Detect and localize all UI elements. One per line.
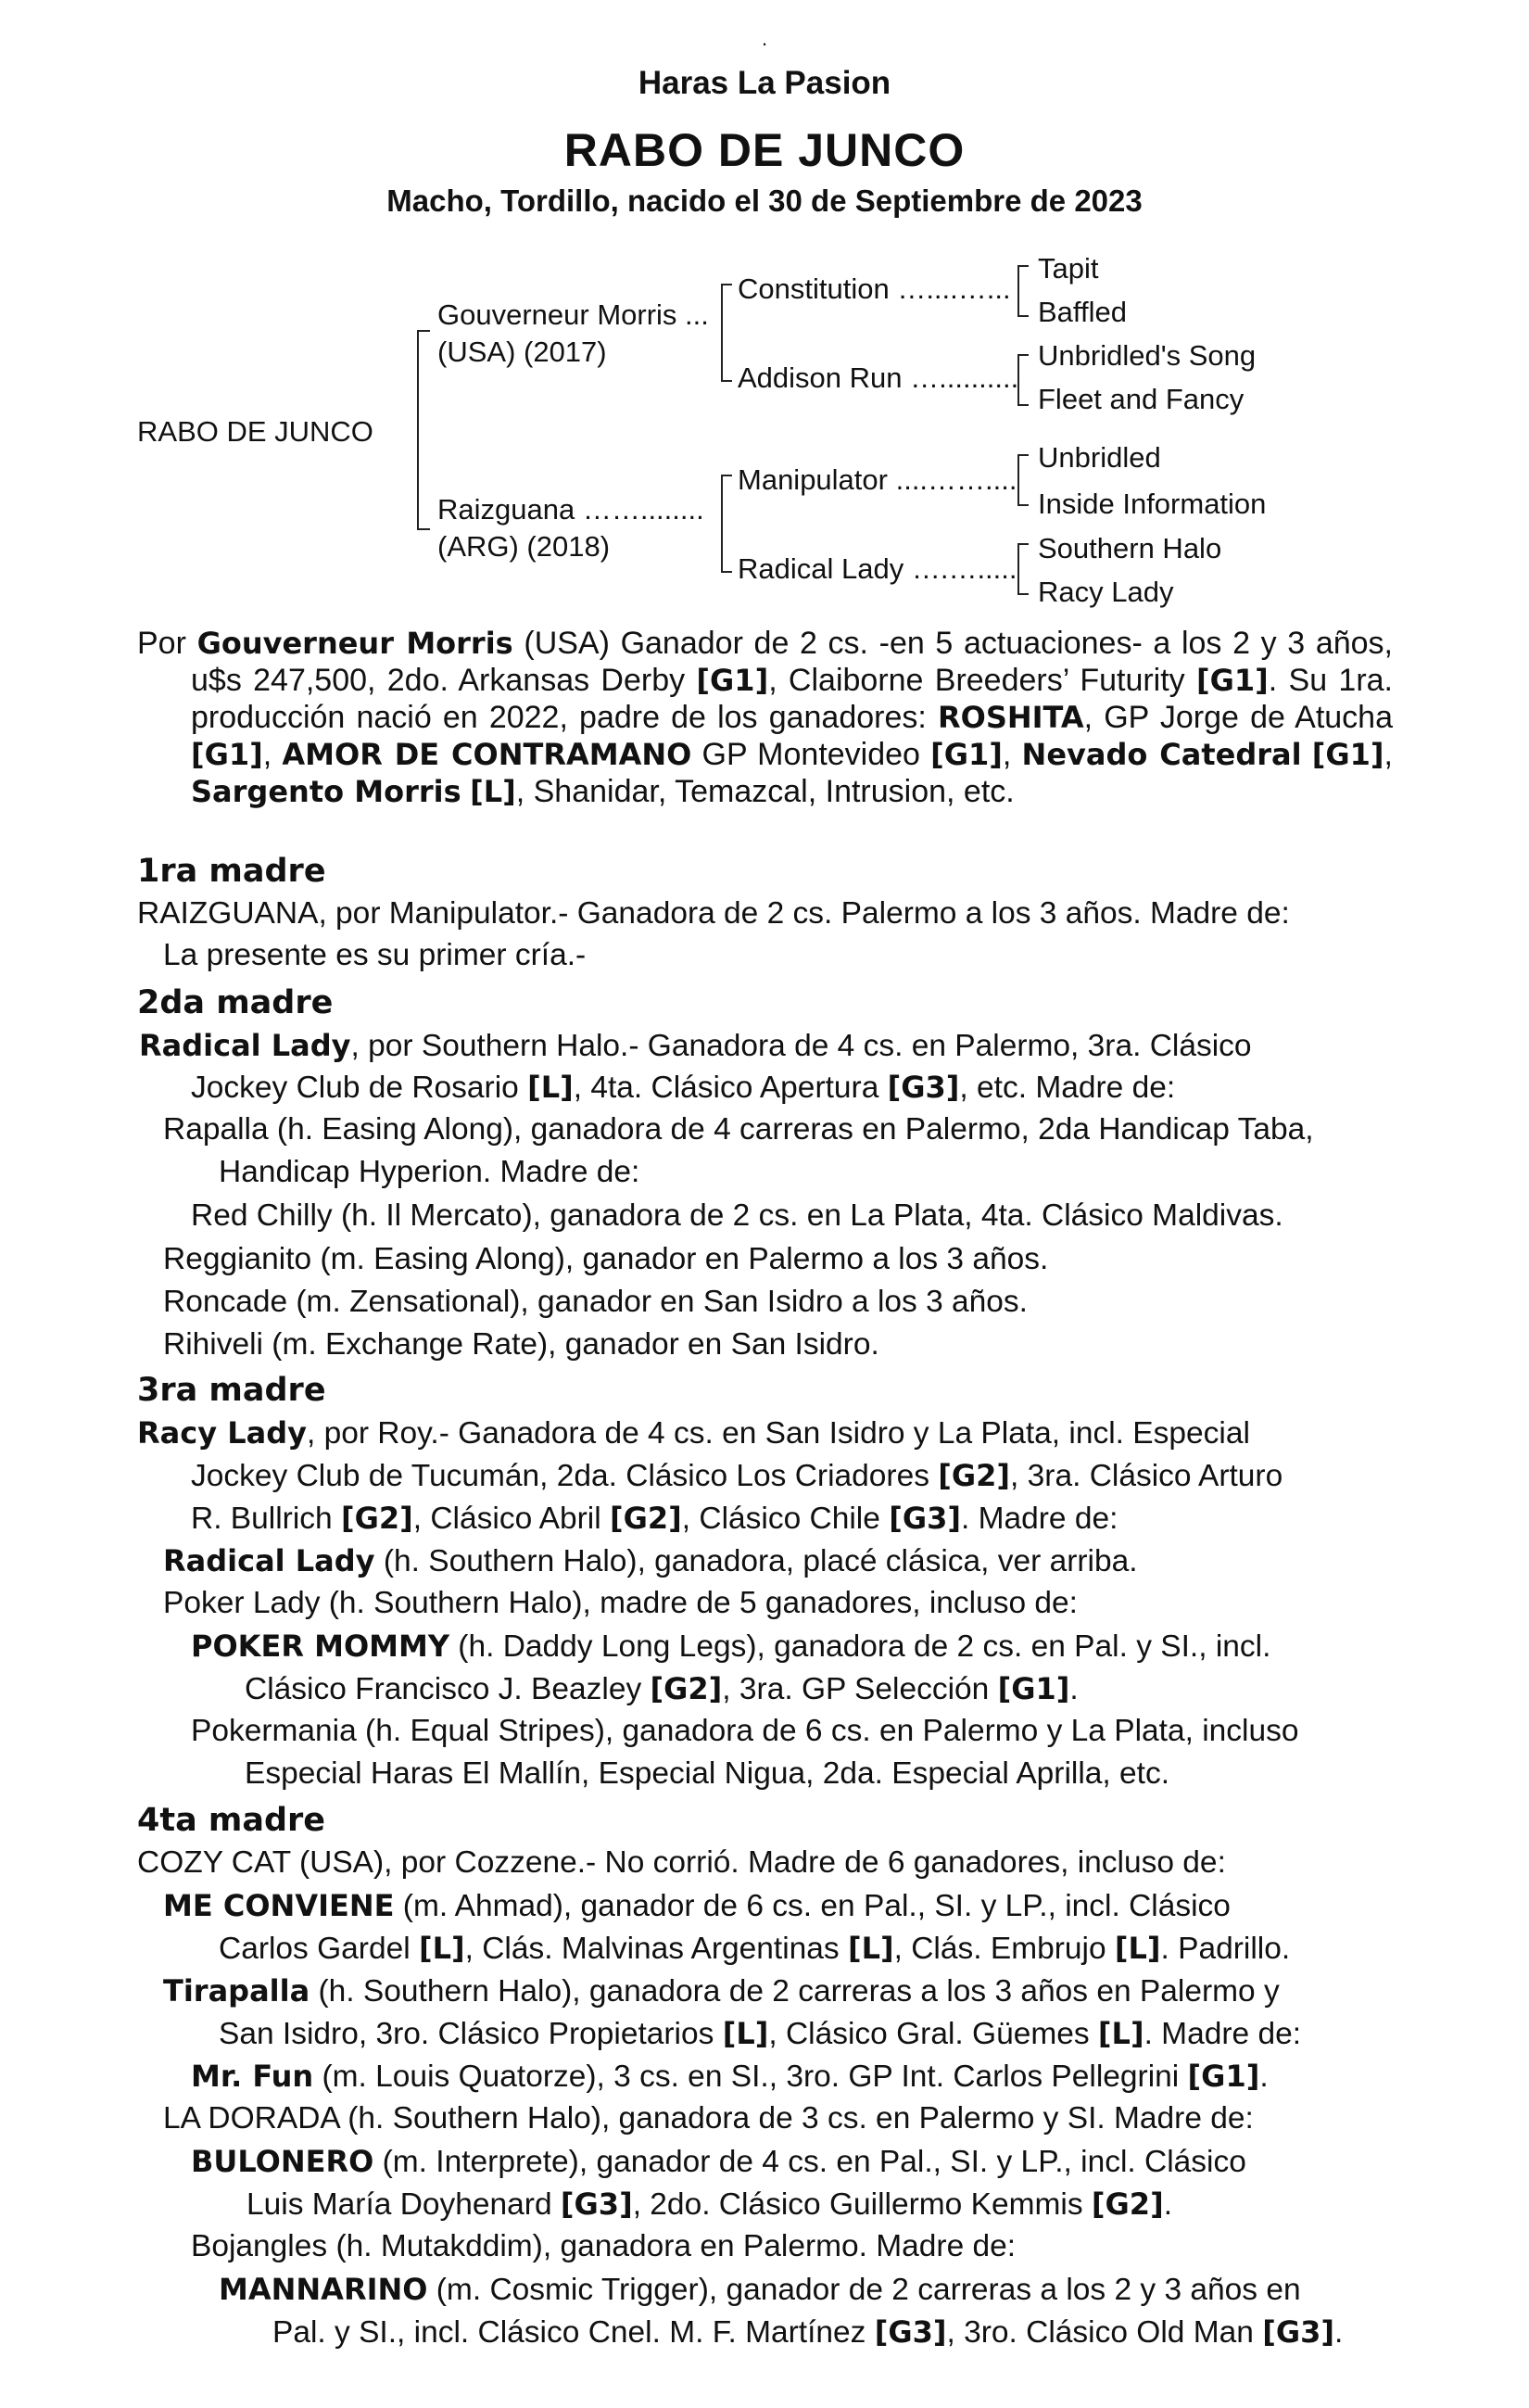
fourth-dam-line: COZY CAT (USA), por Cozzene.- No corrió. Madre de 6 ganadores, incluso de: (137, 1845, 1226, 1880)
grade-badge: [G2] (938, 1458, 1011, 1493)
sire-sire: Constitution …....…... (738, 272, 1011, 305)
ggp-7: Southern Halo (1038, 532, 1222, 564)
second-dam-line: Roncade (m. Zensational), ganador en San Isidro a los 3 años. (163, 1285, 1028, 1319)
grade-badge: [L] (418, 1931, 465, 1966)
fourth-dam-line: Tirapalla (h. Southern Halo), ganadora de 2 carreras a los 3 años en Palermo y (163, 1973, 1280, 2009)
second-dam-line: Handicap Hyperion. Madre de: (219, 1155, 640, 1189)
ggp-5: Unbridled (1038, 441, 1161, 474)
grade-badge: [L] (722, 2016, 769, 2051)
first-dam-line: La presente es su primer cría.- (163, 938, 587, 972)
third-dam-line: Especial Haras El Mallín, Especial Nigua, 2da. Especial Aprilla, etc. (245, 1756, 1170, 1791)
sire-origin: (USA) (2017) (437, 336, 607, 368)
sire-dam: Addison Run ….......... (738, 361, 1019, 394)
fourth-dam-line: Mr. Fun (m. Louis Quatorze), 3 cs. en SI., 3ro. GP Int. Carlos Pellegrini [G1]. (191, 2059, 1269, 2094)
third-dam-line: R. Bullrich [G2], Clásico Abril [G2], Clásico Chile [G3]. Madre de: (191, 1501, 1118, 1536)
grade-badge: [G2] (340, 1501, 413, 1536)
fourth-dam-line: Pal. y SI., incl. Clásico Cnel. M. F. Martínez [G3], 3ro. Clásico Old Man [G3]. (272, 2314, 1344, 2350)
third-dam-line: POKER MOMMY (h. Daddy Long Legs), ganadora de 2 cs. en Pal. y SI., incl. (191, 1629, 1271, 1664)
sire-name: Gouverneur Morris ... (437, 298, 709, 331)
second-dam-line: Radical Lady, por Southern Halo.- Ganadora de 4 cs. en Palermo, 3ra. Clásico (139, 1028, 1252, 1063)
grade-badge: [G1] (1187, 2059, 1260, 2094)
winner-name: Nevado Catedral (1021, 737, 1302, 772)
winner-name: Sargento Morris (191, 774, 461, 809)
third-dam-line: Clásico Francisco J. Beazley [G2], 3ra. GP Selección [G1]. (245, 1671, 1079, 1706)
fourth-dam-line: Carlos Gardel [L], Clás. Malvinas Argentinas [L], Clás. Embrujo [L]. Padrillo. (219, 1931, 1291, 1966)
grade-badge: [G3] (560, 2186, 633, 2222)
dam-highlight: Radical Lady (139, 1028, 351, 1063)
dam-highlight: Radical Lady (163, 1543, 375, 1578)
second-dam-line: Rihiveli (m. Exchange Rate), ganador en San Isidro. (163, 1327, 879, 1362)
winner-name: ROSHITA (937, 700, 1084, 735)
fourth-dam-line: MANNARINO (m. Cosmic Trigger), ganador de 2 carreras a los 2 y 3 años en (219, 2272, 1301, 2307)
grade-badge: [G2] (610, 1501, 682, 1536)
ggp-3: Unbridled's Song (1038, 339, 1257, 372)
third-dam-line: Pokermania (h. Equal Stripes), ganadora de 6 cs. en Palermo y La Plata, incluso (191, 1714, 1299, 1748)
second-dam-line: Reggianito (m. Easing Along), ganador en Palermo a los 3 años. (163, 1242, 1049, 1276)
bracket-gen1 (417, 330, 430, 530)
grade-badge: [L] (1097, 2016, 1144, 2051)
ggp-8: Racy Lady (1038, 576, 1174, 608)
grade-badge: [G2] (1091, 2186, 1164, 2222)
winner-name: BULONERO (191, 2144, 374, 2179)
first-dam-heading: 1ra madre (137, 853, 326, 890)
grade-badge: [L] (527, 1070, 574, 1105)
fourth-dam-line: ME CONVIENE (m. Ahmad), ganador de 6 cs. en Pal., SI. y LP., incl. Clásico (163, 1888, 1231, 1923)
dam-dam: Radical Lady ….…..... (738, 552, 1017, 585)
bracket-sire (721, 284, 732, 382)
grade-badge: [G3] (887, 1070, 960, 1105)
dam-highlight: Racy Lady (137, 1415, 307, 1451)
ggp-4: Fleet and Fancy (1038, 383, 1245, 415)
grade-badge: [G3] (874, 2314, 947, 2350)
top-dot: . (761, 27, 768, 50)
dam-sire: Manipulator ....…….... (738, 463, 1017, 496)
horse-subtitle: Macho, Tordillo, nacido el 30 de Septiembre de 2023 (386, 184, 1143, 218)
bracket-gen3-1 (1017, 265, 1029, 317)
fourth-dam-line: Bojangles (h. Mutakddim), ganadora en Palermo. Madre de: (191, 2229, 1017, 2263)
ggp-2: Baffled (1038, 296, 1127, 328)
third-dam-line: Radical Lady (h. Southern Halo), ganadora, placé clásica, ver arriba. (163, 1543, 1138, 1578)
fourth-dam-heading: 4ta madre (137, 1802, 326, 1839)
fourth-dam-line: BULONERO (m. Interprete), ganador de 4 cs. en Pal., SI. y LP., incl. Clásico (191, 2144, 1246, 2179)
grade-badge: [G1] (997, 1671, 1070, 1706)
grade-badge: [G1] (696, 663, 769, 698)
winner-name: Tirapalla (163, 1973, 310, 2009)
ggp-6: Inside Information (1038, 488, 1267, 520)
bracket-gen3-2 (1017, 354, 1029, 406)
grade-badge: [G1] (191, 737, 263, 772)
fourth-dam-line: Luis María Doyhenard [G3], 2do. Clásico Guillermo Kemmis [G2]. (246, 2186, 1172, 2222)
third-dam-line: Poker Lady (h. Southern Halo), madre de 5 ganadores, incluso de: (163, 1586, 1078, 1620)
winner-name: POKER MOMMY (191, 1629, 449, 1664)
grade-badge: [L] (1114, 1931, 1161, 1966)
grade-badge: [G3] (889, 1501, 961, 1536)
second-dam-heading: 2da madre (137, 984, 334, 1021)
dam-name: Raizguana ……........ (437, 493, 704, 526)
winner-name: MANNARINO (219, 2272, 428, 2307)
third-dam-line: Jockey Club de Tucumán, 2da. Clásico Los Criadores [G2], 3ra. Clásico Arturo (191, 1458, 1283, 1493)
sire-highlight: Gouverneur Morris (196, 626, 513, 661)
grade-badge: [G1] (1195, 663, 1269, 698)
bracket-dam (721, 475, 732, 573)
winner-name: ME CONVIENE (163, 1888, 395, 1923)
grade-badge: [G1] (930, 737, 1003, 772)
pedigree-subject: RABO DE JUNCO (137, 415, 373, 448)
grade-badge: [L] (847, 1931, 894, 1966)
second-dam-line: Jockey Club de Rosario [L], 4ta. Clásico Apertura [G3], etc. Madre de: (191, 1070, 1176, 1105)
third-dam-line: Racy Lady, por Roy.- Ganadora de 4 cs. en San Isidro y La Plata, incl. Especial (137, 1415, 1250, 1451)
fourth-dam-line: LA DORADA (h. Southern Halo), ganadora de 3 cs. en Palermo y SI. Madre de: (163, 2101, 1254, 2136)
grade-badge: [G1] (1311, 737, 1384, 772)
grade-badge: [G3] (1262, 2314, 1334, 2350)
grade-badge: [G2] (650, 1671, 723, 1706)
sire-paragraph: Por Gouverneur Morris (USA) Ganador de 2 cs. -en 5 actuaciones- a los 2 y 3 años, u$s 247,500, 2do. Arkansas Derby [G1], Claiborne Breeders’ Futurity [G1]. Su 1ra. producción nació en 2022, padre de los ganadores: ROSHITA, GP Jorge de Atucha [G1], AMOR DE CONTRAMANO GP Montevideo [G1], Nevado Catedral [G1], Sargento Morris [L], Shanidar, Temazcal, Intrusion, etc. (137, 626, 1394, 809)
ggp-1: Tapit (1038, 252, 1099, 285)
third-dam-heading: 3ra madre (137, 1372, 326, 1409)
bracket-gen3-3 (1017, 454, 1029, 506)
dam-origin: (ARG) (2018) (437, 530, 611, 563)
second-dam-line: Rapalla (h. Easing Along), ganadora de 4 carreras en Palermo, 2da Handicap Taba, (163, 1112, 1314, 1147)
grade-badge: [L] (470, 774, 516, 809)
bracket-gen3-4 (1017, 543, 1029, 595)
stud-name: Haras La Pasion (638, 65, 891, 101)
fourth-dam-line: San Isidro, 3ro. Clásico Propietarios [L], Clásico Gral. Güemes [L]. Madre de: (219, 2016, 1302, 2051)
winner-name: Mr. Fun (191, 2059, 314, 2094)
first-dam-line: RAIZGUANA, por Manipulator.- Ganadora de 2 cs. Palermo a los 3 años. Madre de: (137, 896, 1290, 931)
horse-name: RABO DE JUNCO (563, 124, 966, 176)
second-dam-line: Red Chilly (h. Il Mercato), ganadora de 2 cs. en La Plata, 4ta. Clásico Maldivas. (191, 1198, 1283, 1233)
winner-name: AMOR DE CONTRAMANO (282, 737, 692, 772)
